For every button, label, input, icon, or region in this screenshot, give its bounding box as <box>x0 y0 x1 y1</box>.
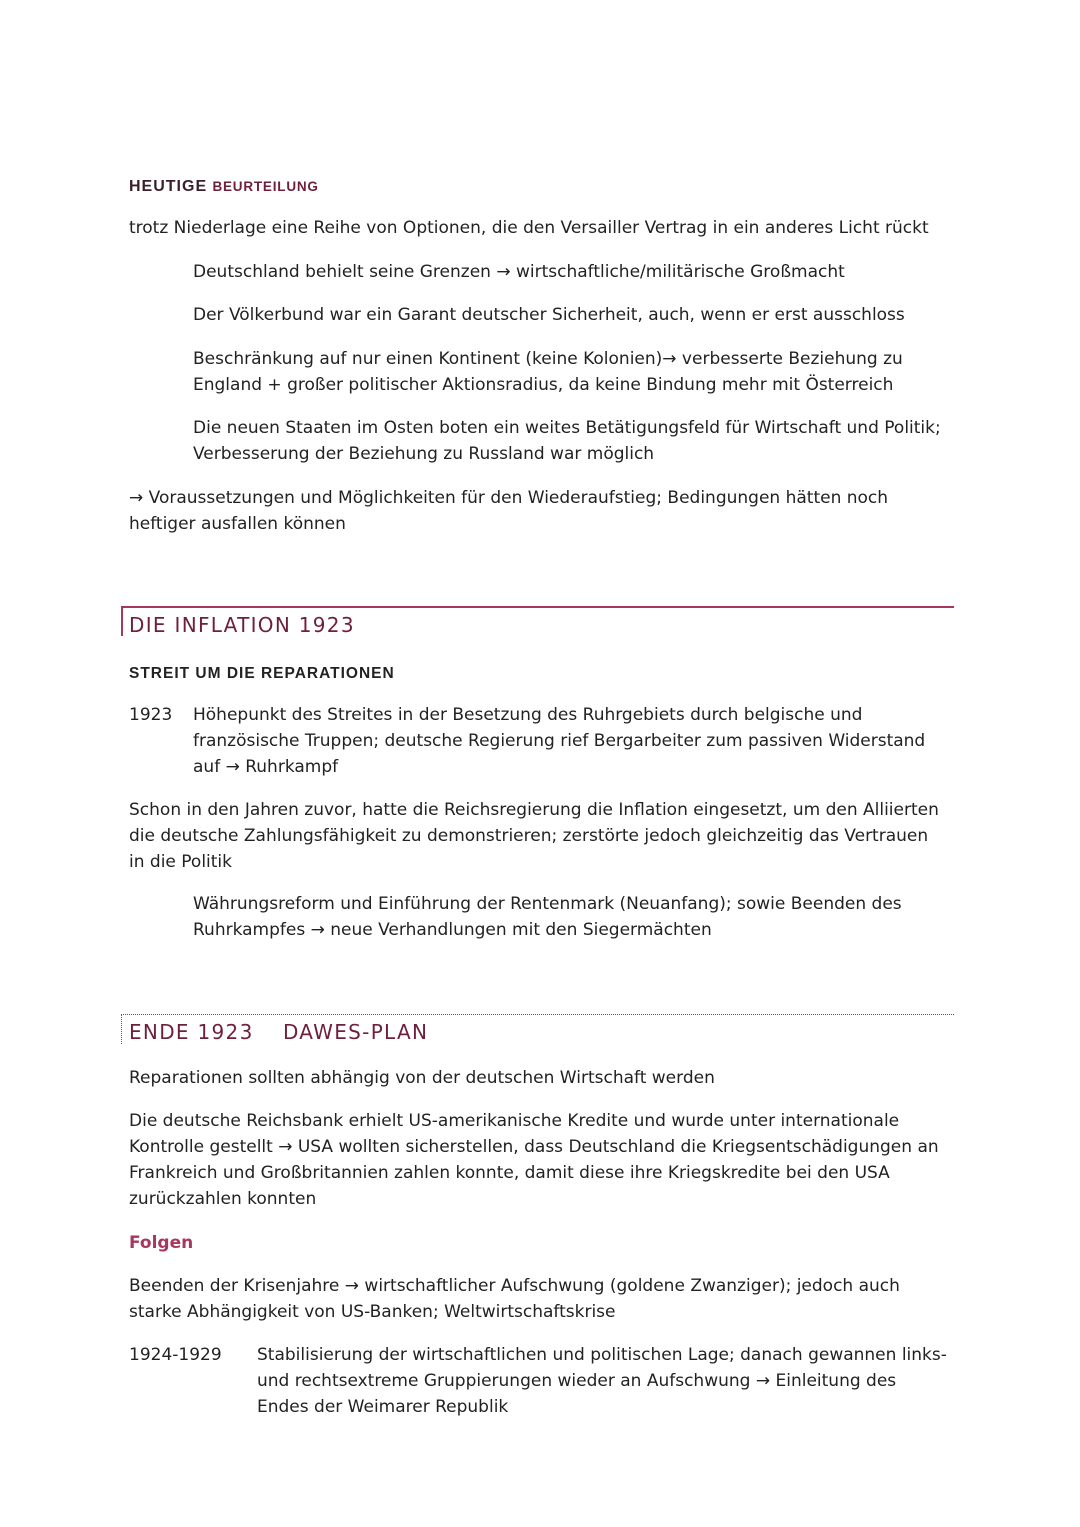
folgen-text: Beenden der Krisenjahre → wirtschaftlicher Aufschwung (goldene Zwanziger); jedoch auch starke Abhängigkeit von US-Banken; Weltwirtschaftskrise <box>129 1276 900 1322</box>
heutige-point-4: Die neuen Staaten im Osten boten ein weites Betätigungsfeld für Wirtschaft und Politik; Verbesserung der Beziehung zu Russland war möglich <box>193 418 941 464</box>
year-1923: 1923 <box>129 705 173 725</box>
dawes-para-2: Die deutsche Reichsbank erhielt US-amerikanische Kredite und wurde unter internationale Kontrolle gestellt → USA wollten sicherstellen, dass Deutschland die Kriegsentschädigungen an Frankreich und Großbritannien zahlen konnte, damit diese ihre Kriegskredite bei den USA zurückzahlen konnten <box>129 1111 939 1209</box>
inflation-heading: DIE INFLATION 1923 <box>129 613 355 637</box>
heutige-point-2: Der Völkerbund war ein Garant deutscher Sicherheit, auch, wenn er erst ausschloss <box>193 305 905 325</box>
heading-part1: HEUTIGE <box>129 178 208 195</box>
period-1924-1929: 1924-1929 <box>129 1345 222 1365</box>
heutige-point-1: Deutschland behielt seine Grenzen → wirtschaftliche/militärische Großmacht <box>193 262 845 282</box>
period-text: Stabilisierung der wirtschaftlichen und politischen Lage; danach gewannen links- und rechtsextreme Gruppierungen wieder an Aufschwung → Einleitung des Endes der Weimarer Republik <box>257 1345 947 1417</box>
reparationen-subheading: STREIT UM DIE REPARATIONEN <box>129 665 395 682</box>
inflation-paragraph: Schon in den Jahren zuvor, hatte die Reichsregierung die Inflation eingesetzt, um den Alliierten die deutsche Zahlungsfähigkeit zu demonstrieren; zerstörte jedoch gleichzeitig das Vertrauen in die Politik <box>129 800 939 872</box>
folgen-label: Folgen <box>129 1233 194 1253</box>
dawes-heading-title: DAWES-PLAN <box>282 1020 429 1044</box>
inflation-point: Währungsreform und Einführung der Rentenmark (Neuanfang); sowie Beenden des Ruhrkampfes → neue Verhandlungen mit den Siegermächten <box>193 894 902 940</box>
dawes-heading <box>129 1019 428 1045</box>
year-1923-text: Höhepunkt des Streites in der Besetzung des Ruhrgebiets durch belgische und französische Truppen; deutsche Regierung rief Bergarbeiter zum passiven Widerstand auf → Ruhrkampf <box>193 705 926 777</box>
dawes-heading-date: ENDE 1923 <box>129 1020 254 1044</box>
heading-part2: BEURTEILUNG <box>212 179 319 194</box>
dawes-para-1: Reparationen sollten abhängig von der deutschen Wirtschaft werden <box>129 1068 715 1088</box>
heutige-beurteilung-heading <box>129 174 319 200</box>
heutige-point-3: Beschränkung auf nur einen Kontinent (keine Kolonien)→ verbesserte Beziehung zu England + großer politischer Aktionsradius, da keine Bindung mehr mit Österreich <box>193 349 903 395</box>
heutige-conclusion: → Voraussetzungen und Möglichkeiten für den Wiederaufstieg; Bedingungen hätten noch heftiger ausfallen können <box>129 488 889 534</box>
heutige-intro: trotz Niederlage eine Reihe von Optionen, die den Versailler Vertrag in ein anderes Licht rückt <box>129 218 929 238</box>
